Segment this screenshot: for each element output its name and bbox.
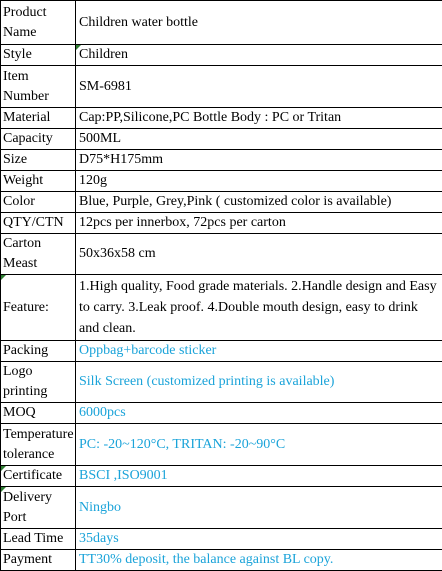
- row-value: 120g: [76, 171, 442, 192]
- table-row: [1, 150, 442, 171]
- row-label: Item Number: [1, 66, 76, 108]
- row-label: Certificate: [1, 466, 76, 487]
- row-value: 50x36x58 cm: [76, 234, 442, 275]
- row-label: Style: [1, 45, 76, 66]
- table-row: [1, 529, 442, 550]
- row-label: Carton Meast: [1, 234, 76, 275]
- row-value: Blue, Purple, Grey,Pink ( customized color is available): [76, 192, 442, 213]
- row-label: Feature:: [1, 275, 76, 341]
- table-row: [1, 66, 442, 108]
- row-value: Oppbag+barcode sticker: [76, 341, 442, 362]
- row-value: 500ML: [76, 129, 442, 150]
- table-row: [1, 192, 442, 213]
- table-row: [1, 403, 442, 424]
- table-row: [1, 108, 442, 129]
- row-value: D75*H175mm: [76, 150, 442, 171]
- table-row: [1, 362, 442, 403]
- table-row: [1, 550, 442, 571]
- row-label: Delivery Port: [1, 487, 76, 529]
- table-row: [1, 424, 442, 466]
- row-value: TT30% deposit, the balance against BL copy.: [76, 550, 442, 571]
- row-value: SM-6981: [76, 66, 442, 108]
- row-label: Product Name: [1, 1, 76, 45]
- row-label: Payment: [1, 550, 76, 571]
- table-row: [1, 45, 442, 66]
- row-label: QTY/CTN: [1, 213, 76, 234]
- row-value: 35days: [76, 529, 442, 550]
- row-value: BSCI ,ISO9001: [76, 466, 442, 487]
- row-label: Color: [1, 192, 76, 213]
- row-value: Ningbo: [76, 487, 442, 529]
- row-value: Children water bottle: [76, 1, 442, 45]
- table-row: [1, 341, 442, 362]
- row-label: MOQ: [1, 403, 76, 424]
- table-row: [1, 171, 442, 192]
- row-label: Temperature tolerance: [1, 424, 76, 466]
- row-value: 6000pcs: [76, 403, 442, 424]
- row-value: PC: -20~120°C, TRITAN: -20~90°C: [76, 424, 442, 466]
- table-row: [1, 275, 442, 341]
- row-label: Weight: [1, 171, 76, 192]
- table-row: [1, 1, 442, 45]
- row-label: Lead Time: [1, 529, 76, 550]
- row-label: Logo printing: [1, 362, 76, 403]
- table-row: [1, 129, 442, 150]
- row-value: Silk Screen (customized printing is available): [76, 362, 442, 403]
- row-label: Packing: [1, 341, 76, 362]
- row-label: Size: [1, 150, 76, 171]
- row-label: Material: [1, 108, 76, 129]
- row-value: Children: [76, 45, 442, 66]
- table-row: [1, 234, 442, 275]
- row-value: Cap:PP,Silicone,PC Bottle Body : PC or Tritan: [76, 108, 442, 129]
- table-row: [1, 213, 442, 234]
- row-value: 12pcs per innerbox, 72pcs per carton: [76, 213, 442, 234]
- row-value: 1.High quality, Food grade materials. 2.Handle design and Easy to carry. 3.Leak proof. 4.Double mouth design, easy to drink and clean.: [76, 275, 442, 341]
- table-row: [1, 487, 442, 529]
- row-label: Capacity: [1, 129, 76, 150]
- table-row: [1, 466, 442, 487]
